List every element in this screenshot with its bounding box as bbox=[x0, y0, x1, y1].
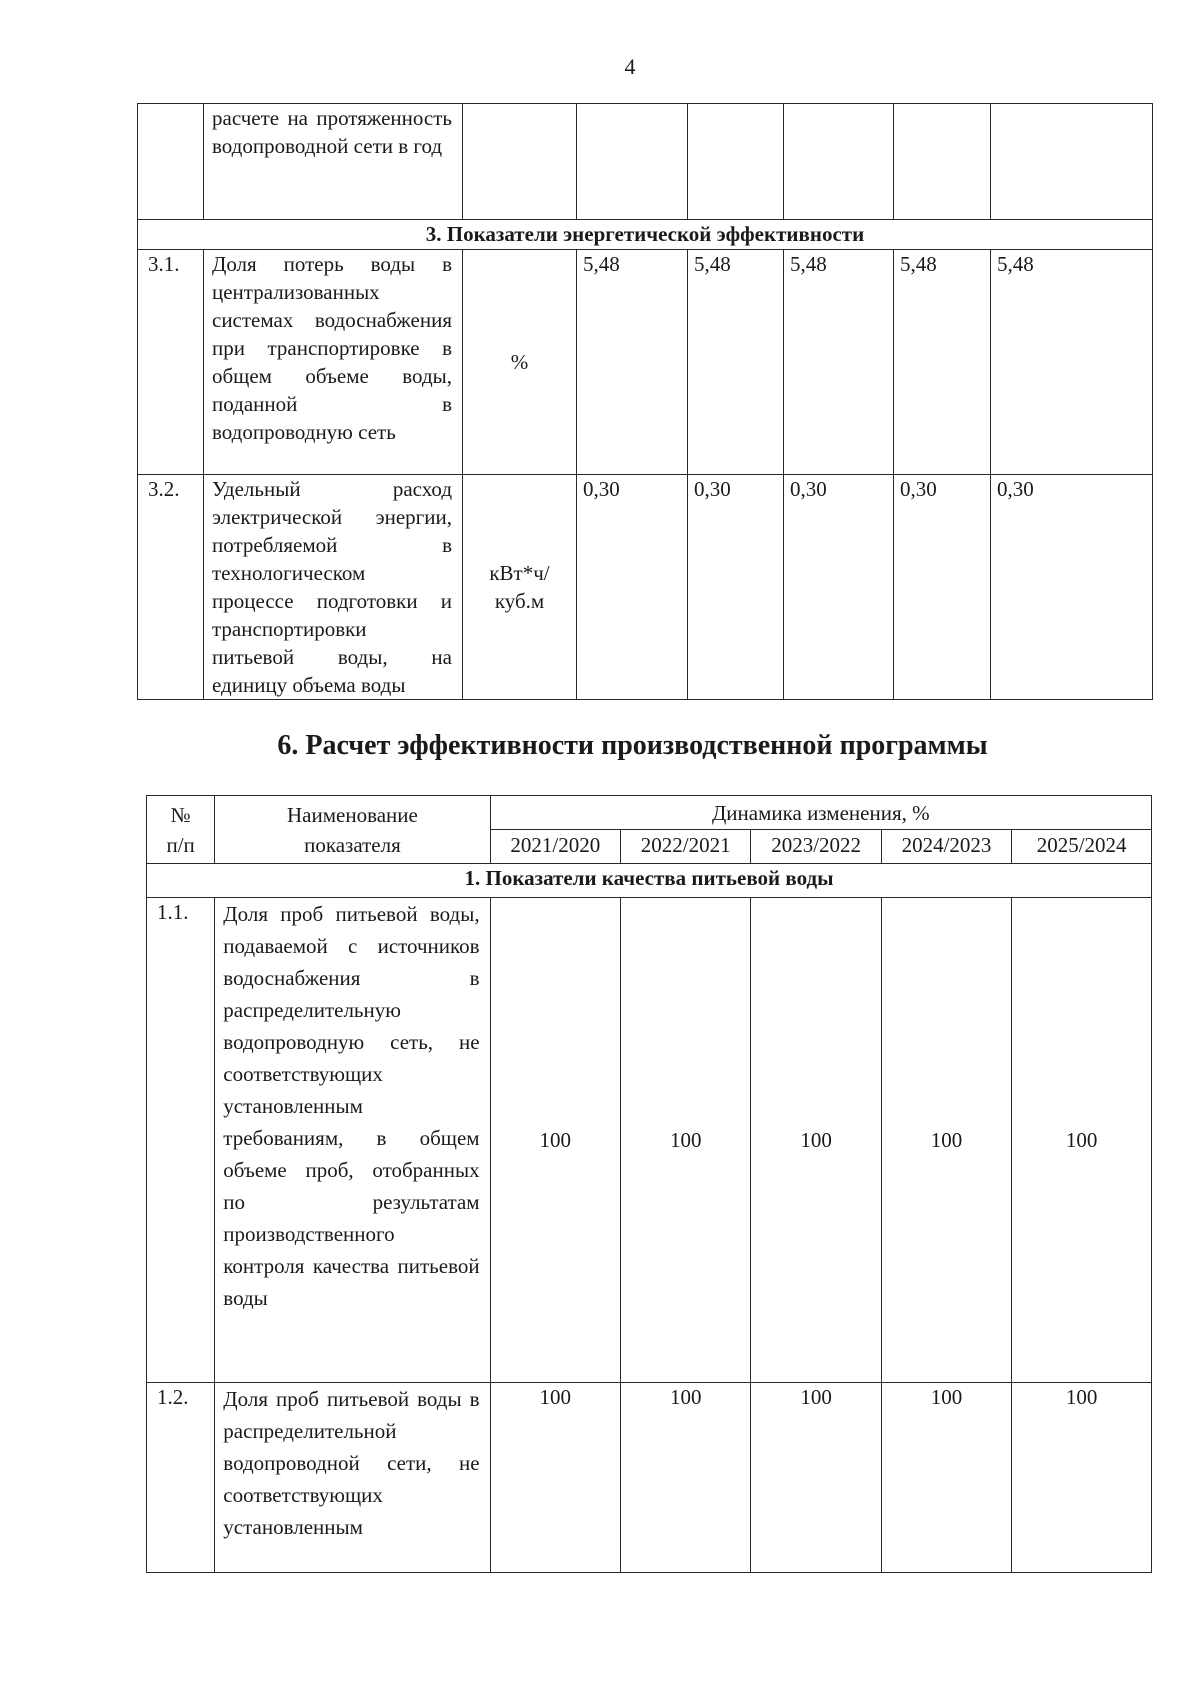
value-cell: 0,30 bbox=[991, 475, 1153, 700]
header-text: п/п bbox=[166, 832, 195, 857]
value-cell: 100 bbox=[1012, 898, 1152, 1383]
section-row bbox=[138, 220, 1153, 250]
row-number: 1.2. bbox=[147, 1383, 215, 1573]
value-cell: 5,48 bbox=[894, 250, 991, 475]
value-cell: 100 bbox=[1012, 1383, 1152, 1573]
table-row bbox=[147, 1383, 1152, 1573]
row-number: 3.1. bbox=[138, 250, 204, 475]
value-cell: 0,30 bbox=[577, 475, 688, 700]
unit-line: куб.м bbox=[494, 589, 545, 613]
table-cell bbox=[138, 104, 204, 220]
table-cell bbox=[991, 104, 1153, 220]
header-dynamics: Динамика изменения, % bbox=[490, 796, 1151, 830]
value-cell: 5,48 bbox=[991, 250, 1153, 475]
value-cell: 100 bbox=[621, 1383, 751, 1573]
value-cell: 100 bbox=[621, 898, 751, 1383]
indicator-description: Доля потерь воды в централизованных системах водоснабжения при транспортировке в общем объеме воды, поданной в водопроводную сеть bbox=[204, 250, 463, 475]
year-header: 2022/2021 bbox=[621, 830, 751, 864]
value-cell: 100 bbox=[490, 1383, 620, 1573]
indicator-description: Доля проб питьевой воды, подаваемой с источников водоснабжения в распределительную водопроводную сеть, не соответствующих установленным требованиям, в общем объеме проб, отобранных по результатам производственного контроля качества питьевой воды bbox=[215, 898, 490, 1383]
unit-cell bbox=[463, 475, 577, 700]
year-header: 2023/2022 bbox=[751, 830, 881, 864]
table-row bbox=[138, 104, 1153, 220]
header-text: показателя bbox=[304, 832, 401, 857]
value-cell: 0,30 bbox=[894, 475, 991, 700]
value-cell: 100 bbox=[881, 898, 1011, 1383]
header-name bbox=[215, 796, 490, 864]
table-row bbox=[138, 475, 1153, 700]
value-cell: 100 bbox=[881, 1383, 1011, 1573]
section-title: 1. Показатели качества питьевой воды bbox=[147, 864, 1152, 898]
header-text: № bbox=[170, 802, 191, 827]
table-cell bbox=[463, 104, 577, 220]
value-cell: 0,30 bbox=[688, 475, 784, 700]
row-number: 1.1. bbox=[147, 898, 215, 1383]
table-cell bbox=[784, 104, 894, 220]
year-header: 2021/2020 bbox=[490, 830, 620, 864]
value-cell: 100 bbox=[490, 898, 620, 1383]
page-number: 4 bbox=[624, 54, 636, 79]
header-text: Наименование bbox=[287, 802, 418, 827]
value-cell: 5,48 bbox=[784, 250, 894, 475]
year-header: 2025/2024 bbox=[1012, 830, 1152, 864]
unit-line: кВт*ч/ bbox=[489, 561, 550, 585]
section-heading: 6. Расчет эффективности производственной программы bbox=[277, 730, 988, 761]
energy-efficiency-table bbox=[137, 103, 1153, 700]
header-num bbox=[147, 796, 215, 864]
value-cell: 100 bbox=[751, 898, 881, 1383]
year-header: 2024/2023 bbox=[881, 830, 1011, 864]
table-cell bbox=[688, 104, 784, 220]
section-title: 3. Показатели энергетической эффективности bbox=[138, 220, 1153, 250]
table-cell bbox=[577, 104, 688, 220]
indicator-description: расчете на протяженность водопроводной сети в год bbox=[204, 104, 463, 220]
indicator-description: Удельный расход электрической энергии, потребляемой в технологическом процессе подготовки и транспортировки питьевой воды, на единицу объема воды bbox=[204, 475, 463, 700]
table-cell bbox=[894, 104, 991, 220]
value-cell: 5,48 bbox=[688, 250, 784, 475]
value-cell: 100 bbox=[751, 1383, 881, 1573]
table-row bbox=[138, 250, 1153, 475]
value-cell: 0,30 bbox=[784, 475, 894, 700]
unit-cell: % bbox=[463, 250, 577, 475]
indicator-description: Доля проб питьевой воды в распределительной водопроводной сети, не соответствующих установленным bbox=[215, 1383, 490, 1573]
program-efficiency-table bbox=[146, 795, 1152, 1573]
value-cell: 5,48 bbox=[577, 250, 688, 475]
row-number: 3.2. bbox=[138, 475, 204, 700]
section-row bbox=[147, 864, 1152, 898]
table-row bbox=[147, 898, 1152, 1383]
header-row bbox=[147, 796, 1152, 830]
